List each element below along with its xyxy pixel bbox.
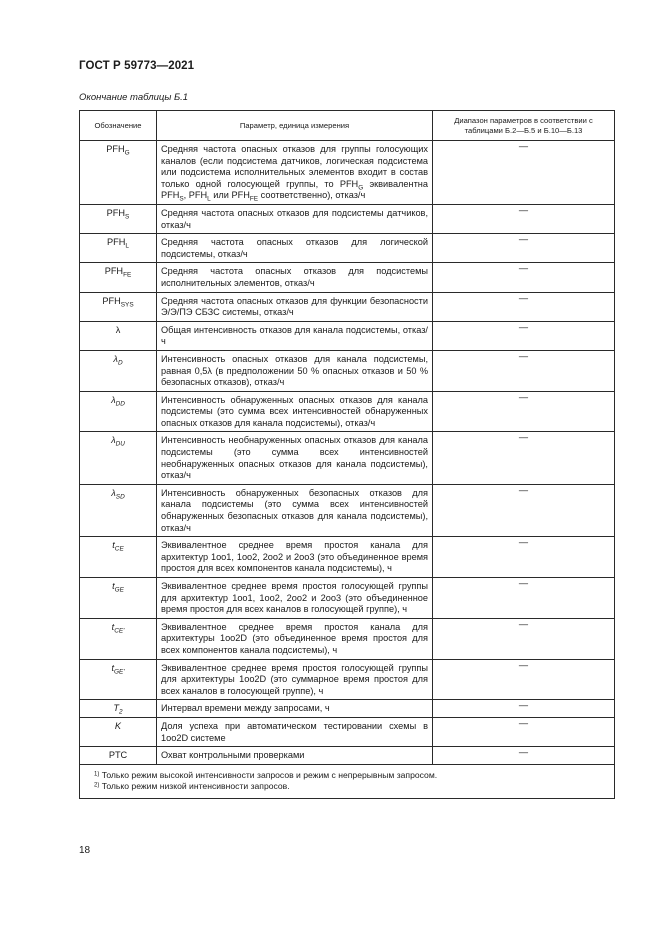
symbol-cell <box>80 659 157 700</box>
symbol-cell <box>80 578 157 619</box>
table-row <box>80 578 615 619</box>
symbol-text: K <box>114 720 122 731</box>
range-cell: — <box>433 659 615 700</box>
symbol-text: t <box>112 581 115 591</box>
document-header: ГОСТ Р 59773—2021 <box>79 60 195 72</box>
symbol-cell <box>80 204 157 233</box>
column-header-symbol: Обозначение <box>80 111 157 141</box>
parameter-description: Эквивалентное среднее время простоя голосующей группы для архитектуры 1oo2D (это суммарное время простоя для всех каналов в голосующей группе), ч <box>157 659 433 700</box>
symbol-text: λ <box>115 324 121 335</box>
symbol-cell <box>80 537 157 578</box>
parameter-description: Средняя частота опасных отказов для функции безопасности Э/Э/ПЭ СБЗС системы, отказ/ч <box>157 292 433 321</box>
footnote-text: Только режим высокой интенсивности запросов и режим с непрерывным запросом. <box>101 769 438 780</box>
range-cell: — <box>433 618 615 659</box>
column-header-range: Диапазон параметров в соответствии с таблицами Б.2—Б.5 и Б.10—Б.13 <box>433 111 615 141</box>
table-row <box>80 350 615 391</box>
parameter-description: Эквивалентное среднее время простоя голосующей группы для архитектур 1oo1, 1oo2, 2oo2 и 2oo3 (это объединенное время простоя для всех каналов в голосующей группе), ч <box>157 578 433 619</box>
footnote <box>94 781 606 792</box>
footnote-text: Только режим низкой интенсивности запросов. <box>101 780 290 791</box>
symbol-cell <box>80 747 157 765</box>
symbol-cell <box>80 321 157 350</box>
table-row <box>80 204 615 233</box>
table-row <box>80 537 615 578</box>
symbol-cell <box>80 717 157 746</box>
footnotes-cell <box>80 764 615 798</box>
symbol-subscript: G <box>124 149 130 157</box>
symbol-text: λ <box>111 435 116 446</box>
symbol-text: T <box>113 703 120 714</box>
footnotes-row <box>80 764 615 798</box>
table-row <box>80 717 615 746</box>
symbol-cell <box>80 432 157 484</box>
symbol-cell <box>80 234 157 263</box>
table-row <box>80 141 615 205</box>
range-cell: — <box>433 717 615 746</box>
parameter-description: Средняя частота опасных отказов для подсистемы исполнительных элементов, отказ/ч <box>157 263 433 292</box>
symbol-subscript: D <box>117 359 123 367</box>
symbol-subscript: CE <box>114 545 124 553</box>
symbol-cell <box>80 350 157 391</box>
table-row <box>80 321 615 350</box>
symbol-cell <box>80 618 157 659</box>
symbol-subscript: GE' <box>114 667 125 675</box>
table-row <box>80 292 615 321</box>
range-cell: — <box>433 700 615 718</box>
range-cell: — <box>433 747 615 765</box>
range-cell: — <box>433 391 615 432</box>
parameter-description: Средняя частота опасных отказов для группы голосующих каналов (если подсистема датчиков, логическая подсистема или подсистема исполнительных элементов входит в состав только одной голосующей группы, то $PFH_G$ эквивалентна $PFH_S$, $PFH_L$ или $PFH_{FE}$ соответственно), отказ/ч <box>157 141 433 205</box>
symbol-text: t <box>111 662 115 673</box>
table-row <box>80 747 615 765</box>
parameter-description: Доля успеха при автоматическом тестировании схемы в 1oo2D системе <box>157 717 433 746</box>
parameter-description: Интенсивность опасных отказов для канала подсистемы, равная 0,5λ (в предположении 50 % опасных отказов и 50 % безопасных отказов), отказ/ч <box>157 350 433 391</box>
range-cell: — <box>433 484 615 536</box>
symbol-cell <box>80 292 157 321</box>
symbol-text: PFH <box>104 266 124 277</box>
symbol-cell <box>80 263 157 292</box>
symbol-text: PFH <box>107 237 126 248</box>
parameter-description: Интервал времени между запросами, ч <box>157 700 433 718</box>
table-row <box>80 700 615 718</box>
parameters-table <box>79 110 615 799</box>
range-cell: — <box>433 263 615 292</box>
parameter-description: Эквивалентное среднее время простоя канала для архитектур 1oo1, 1oo2, 2oo2 и 2oo3 (это объединенное время простоя для всех компонентов канала подсистемы), ч <box>157 537 433 578</box>
symbol-cell <box>80 700 157 718</box>
table-row <box>80 618 615 659</box>
parameter-description: Интенсивность необнаруженных опасных отказов для канала подсистемы (это сумма всех интенсивностей необнаруженных опасных отказов для канала подсистемы), отказ/ч <box>157 432 433 484</box>
symbol-text: λ <box>111 394 116 405</box>
table-row <box>80 234 615 263</box>
symbol-subscript: SD <box>115 493 125 501</box>
parameter-description: Средняя частота опасных отказов для подсистемы датчиков, отказ/ч <box>157 204 433 233</box>
symbol-subscript: FE <box>123 271 132 279</box>
symbol-text: λ <box>113 353 118 364</box>
symbol-subscript: L <box>125 242 129 250</box>
parameter-description: Охват контрольными проверками <box>157 747 433 765</box>
footnote-mark: 2) <box>94 782 100 789</box>
symbol-text: t <box>111 621 115 632</box>
symbol-subscript: S <box>125 213 130 221</box>
parameter-description: Эквивалентное среднее время простоя канала для архитектуры 1oo2D (это объединенное время простоя для всех компонентов канала подсистемы), ч <box>157 618 433 659</box>
symbol-subscript: DU <box>115 440 125 448</box>
page-number: 18 <box>79 845 91 856</box>
footnote <box>94 770 606 781</box>
range-cell: — <box>433 537 615 578</box>
range-cell: — <box>433 292 615 321</box>
parameter-description: Средняя частота опасных отказов для логической подсистемы, отказ/ч <box>157 234 433 263</box>
range-cell: — <box>433 578 615 619</box>
table-row <box>80 263 615 292</box>
parameter-description: Общая интенсивность отказов для канала подсистемы, отказ/ч <box>157 321 433 350</box>
symbol-subscript: SYS <box>120 300 134 308</box>
range-cell: — <box>433 141 615 205</box>
parameter-description: Интенсивность обнаруженных опасных отказов для канала подсистемы (это сумма всех интенсивностей обнаруженных опасных отказов для канала подсистемы), отказ/ч <box>157 391 433 432</box>
symbol-text: PTC <box>108 750 128 761</box>
symbol-subscript: DD <box>115 399 125 407</box>
symbol-subscript: CE' <box>114 627 125 635</box>
symbol-cell <box>80 391 157 432</box>
range-cell: — <box>433 234 615 263</box>
range-cell: — <box>433 350 615 391</box>
parameter-description: Интенсивность обнаруженных безопасных отказов для канала подсистемы (это сумма всех интенсивностей обнаруженных безопасных отказов для канала подсистемы), отказ/ч <box>157 484 433 536</box>
range-cell: — <box>433 432 615 484</box>
symbol-text: t <box>112 540 115 551</box>
symbol-subscript: 2 <box>119 708 123 716</box>
symbol-text: PFH <box>102 295 121 306</box>
symbol-subscript: GE <box>114 586 124 594</box>
table-caption: Окончание таблицы Б.1 <box>79 92 189 103</box>
range-cell: — <box>433 321 615 350</box>
range-cell: — <box>433 204 615 233</box>
table-row <box>80 391 615 432</box>
symbol-text: PFH <box>106 144 125 154</box>
symbol-cell <box>80 141 157 205</box>
table-row <box>80 484 615 536</box>
symbol-text: λ <box>111 487 116 498</box>
column-header-parameter: Параметр, единица измерения <box>157 111 433 141</box>
symbol-text: PFH <box>106 207 126 218</box>
symbol-cell <box>80 484 157 536</box>
table-row <box>80 659 615 700</box>
footnote-mark: 1) <box>94 771 100 778</box>
table-row <box>80 432 615 484</box>
table-header-row <box>80 111 615 141</box>
